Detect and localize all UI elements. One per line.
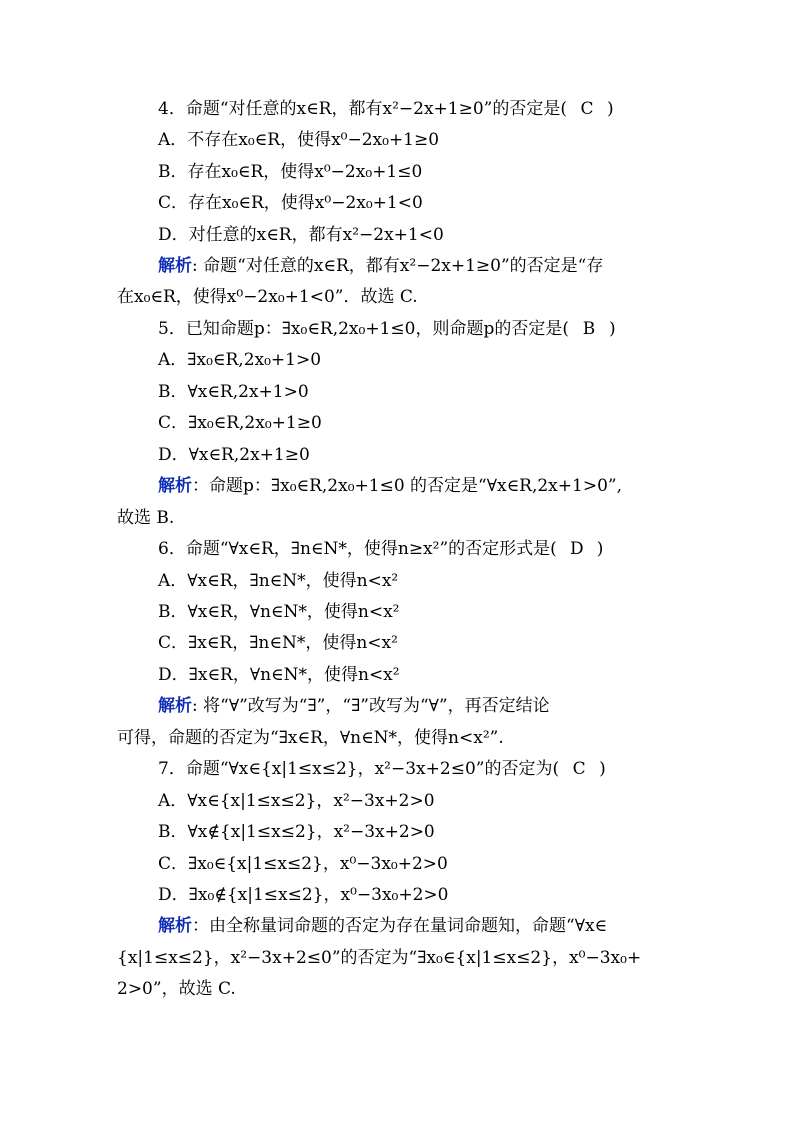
question-answer: D	[569, 539, 584, 559]
question-6-option-b: B．∀x∈R，∀n∈N*，使得n<x²	[158, 602, 400, 622]
question-stem-text: 5．已知命题p：∃x₀∈R,2x₀+1≤0，则命题p的否定是(	[158, 319, 569, 339]
question-5-option-b: B．∀x∈R,2x+1>0	[158, 382, 309, 402]
question-5-option-c: C．∃x₀∈R,2x₀+1≥0	[158, 413, 322, 433]
question-6-option-a: A．∀x∈R，∃n∈N*，使得n<x²	[158, 571, 399, 591]
question-stem-text: 6．命题“∀x∈R，∃n∈N*，使得n≥x²”的否定形式是(	[158, 539, 557, 559]
solution-label: 解析	[158, 256, 192, 276]
question-4-option-d: D．对任意的x∈R，都有x²−2x+1<0	[158, 225, 444, 245]
question-5-option-a: A．∃x₀∈R,2x₀+1>0	[158, 350, 322, 370]
question-7-solution-line-2: {x|1≤x≤2}，x²−3x+2≤0”的否定为“∃x₀∈{x|1≤x≤2}，x⁰−3x₀+	[117, 948, 642, 968]
question-6-option-c: C．∃x∈R，∃n∈N*，使得n<x²	[158, 633, 398, 653]
solution-label: 解析	[158, 916, 192, 936]
question-close-paren: )	[608, 319, 616, 339]
question-4-stem	[0, 98, 794, 120]
question-7-option-c: C．∃x₀∈{x|1≤x≤2}，x⁰−3x₀+2>0	[158, 854, 448, 874]
solution-text: : 将“∀”改写为“∃”，“∃”改写为“∀”，再否定结论	[192, 696, 550, 716]
solution-label: 解析	[158, 476, 192, 496]
question-6-option-d: D．∃x∈R，∀n∈N*，使得n<x²	[158, 665, 400, 685]
question-6-solution-line-1	[0, 695, 794, 717]
question-6-solution-line-2: 可得，命题的否定为“∃x∈R，∀n∈N*，使得n<x²”.	[117, 728, 504, 748]
question-stem-text: 7．命题“∀x∈{x|1≤x≤2}，x²−3x+2≤0”的否定为(	[158, 759, 560, 779]
question-6-stem	[0, 538, 794, 560]
question-4-option-a: A．不存在x₀∈R，使得x⁰−2x₀+1≥0	[158, 130, 440, 150]
question-5-solution-line-2: 故选 B.	[117, 508, 175, 528]
question-7-option-b: B．∀x∉{x|1≤x≤2}，x²−3x+2>0	[158, 822, 435, 842]
question-stem-text: 4．命题“对任意的x∈R，都有x²−2x+1≥0”的否定是(	[158, 99, 567, 119]
question-7-solution-line-1	[0, 915, 794, 937]
question-close-paren: )	[606, 99, 614, 119]
solution-text: ：命题p：∃x₀∈R,2x₀+1≤0 的否定是“∀x∈R,2x+1>0”,	[192, 476, 622, 496]
question-4-solution-line-1	[0, 255, 794, 277]
question-4-option-c: C．存在x₀∈R，使得x⁰−2x₀+1<0	[158, 193, 423, 213]
question-5-option-d: D．∀x∈R,2x+1≥0	[158, 445, 310, 465]
question-7-option-a: A．∀x∈{x|1≤x≤2}，x²−3x+2>0	[158, 791, 435, 811]
question-7-solution-line-3: 2>0”，故选 C.	[117, 979, 236, 999]
question-close-paren: )	[599, 759, 606, 779]
question-5-stem	[0, 318, 794, 340]
solution-label: 解析	[158, 696, 192, 716]
question-4-solution-line-2: 在x₀∈R，使得x⁰−2x₀+1<0”．故选 C.	[117, 287, 418, 307]
question-7-stem	[0, 758, 794, 780]
question-4-option-b: B．存在x₀∈R，使得x⁰−2x₀+1≤0	[158, 162, 423, 182]
question-close-paren: )	[596, 539, 604, 559]
question-7-option-d: D．∃x₀∉{x|1≤x≤2}，x⁰−3x₀+2>0	[158, 885, 449, 905]
question-answer: C	[572, 759, 586, 779]
solution-text: ：由全称量词命题的否定为存在量词命题知，命题“∀x∈	[192, 916, 608, 936]
question-answer: B	[582, 319, 596, 339]
question-5-solution-line-1	[0, 475, 794, 497]
question-answer: C	[580, 99, 594, 119]
solution-text: : 命题“对任意的x∈R，都有x²−2x+1≥0”的否定是“存	[192, 256, 604, 276]
